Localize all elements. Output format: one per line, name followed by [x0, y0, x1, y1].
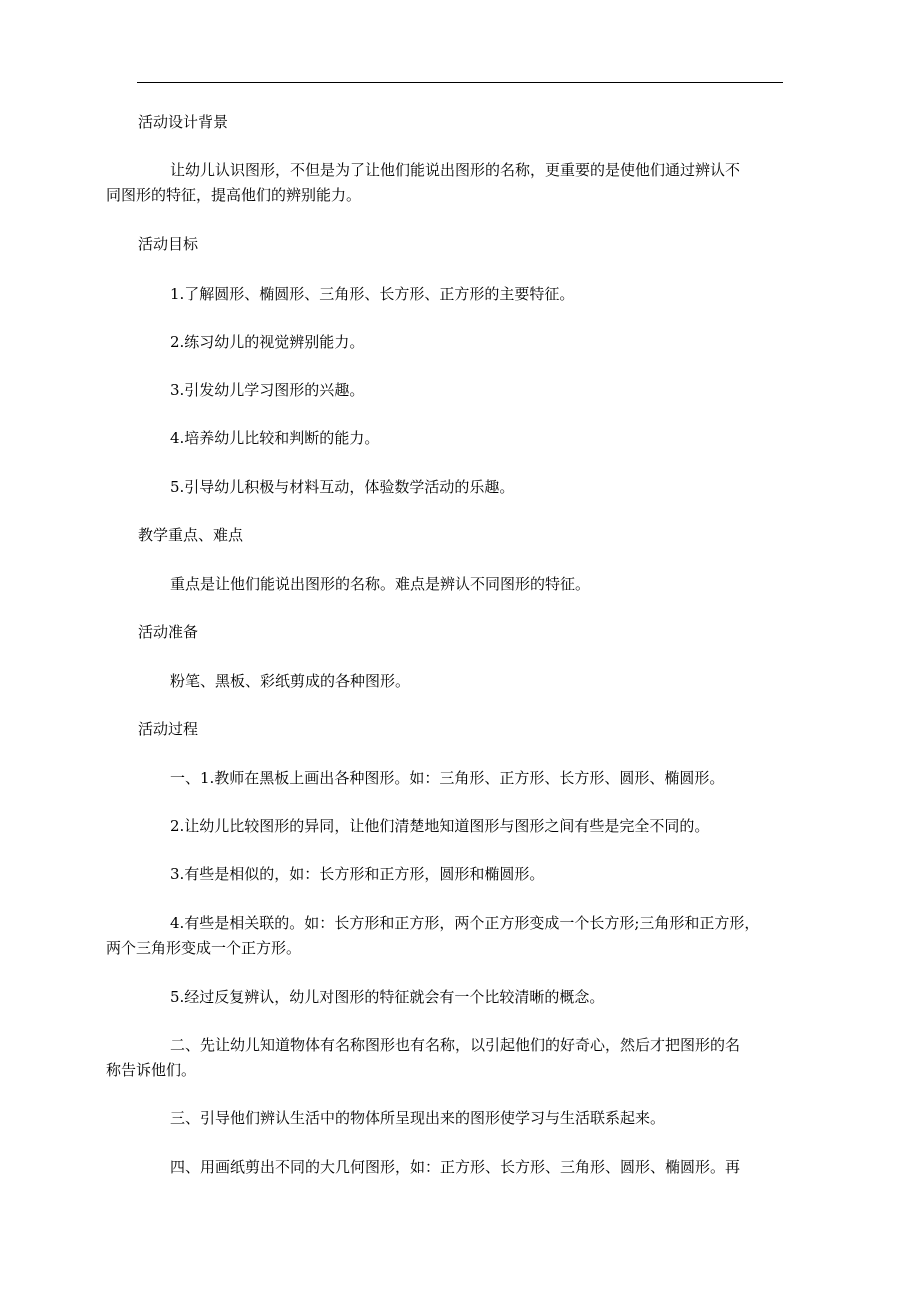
paragraph: 四、用画纸剪出不同的大几何图形，如：正方形、长方形、三角形、圆形、椭圆形。再: [170, 1158, 741, 1176]
paragraph: [106, 158, 798, 208]
list-item: 1.了解圆形、椭圆形、三角形、长方形、正方形的主要特征。: [170, 285, 575, 303]
section-heading: 教学重点、难点: [138, 526, 244, 544]
paragraph-line: 让幼儿认识图形，不但是为了让他们能说出图形的名称，更重要的是使他们通过辨认不: [170, 161, 741, 179]
paragraph: [106, 911, 798, 961]
list-item: 4.培养幼儿比较和判断的能力。: [170, 429, 380, 447]
paragraph: 2.让幼儿比较图形的异同，让他们清楚地知道图形与图形之间有些是完全不同的。: [170, 817, 710, 835]
section-heading: 活动准备: [138, 623, 199, 641]
paragraph: 粉笔、黑板、彩纸剪成的各种图形。: [170, 672, 411, 690]
paragraph-line: 两个三角形变成一个正方形。: [106, 939, 302, 957]
paragraph: [106, 1033, 798, 1083]
list-item: 3.引发幼儿学习图形的兴趣。: [170, 381, 365, 399]
paragraph: 三、引导他们辨认生活中的物体所呈现出来的图形使学习与生活联系起来。: [170, 1109, 666, 1127]
header-rule: [137, 82, 783, 83]
paragraph-line: 称告诉他们。: [106, 1061, 197, 1079]
section-heading: 活动设计背景: [138, 113, 229, 131]
paragraph-line: 二、先让幼儿知道物体有名称图形也有名称，以引起他们的好奇心，然后才把图形的名: [170, 1036, 741, 1054]
paragraph: 3.有些是相似的，如：长方形和正方形，圆形和椭圆形。: [170, 865, 545, 883]
list-item: 2.练习幼儿的视觉辨别能力。: [170, 333, 365, 351]
paragraph-line: 4.有些是相关联的。如：长方形和正方形，两个正方形变成一个长方形;三角形和正方形，: [170, 914, 760, 932]
paragraph: 一、1.教师在黑板上画出各种图形。如：三角形、正方形、长方形、圆形、椭圆形。: [170, 769, 725, 787]
section-heading: 活动目标: [138, 235, 199, 253]
paragraph: 5.经过反复辨认，幼儿对图形的特征就会有一个比较清晰的概念。: [170, 988, 605, 1006]
paragraph-line: 同图形的特征，提高他们的辨别能力。: [106, 186, 362, 204]
list-item: 5.引导幼儿积极与材料互动，体验数学活动的乐趣。: [170, 478, 515, 496]
paragraph: 重点是让他们能说出图形的名称。难点是辨认不同图形的特征。: [170, 575, 591, 593]
section-heading: 活动过程: [138, 720, 199, 738]
